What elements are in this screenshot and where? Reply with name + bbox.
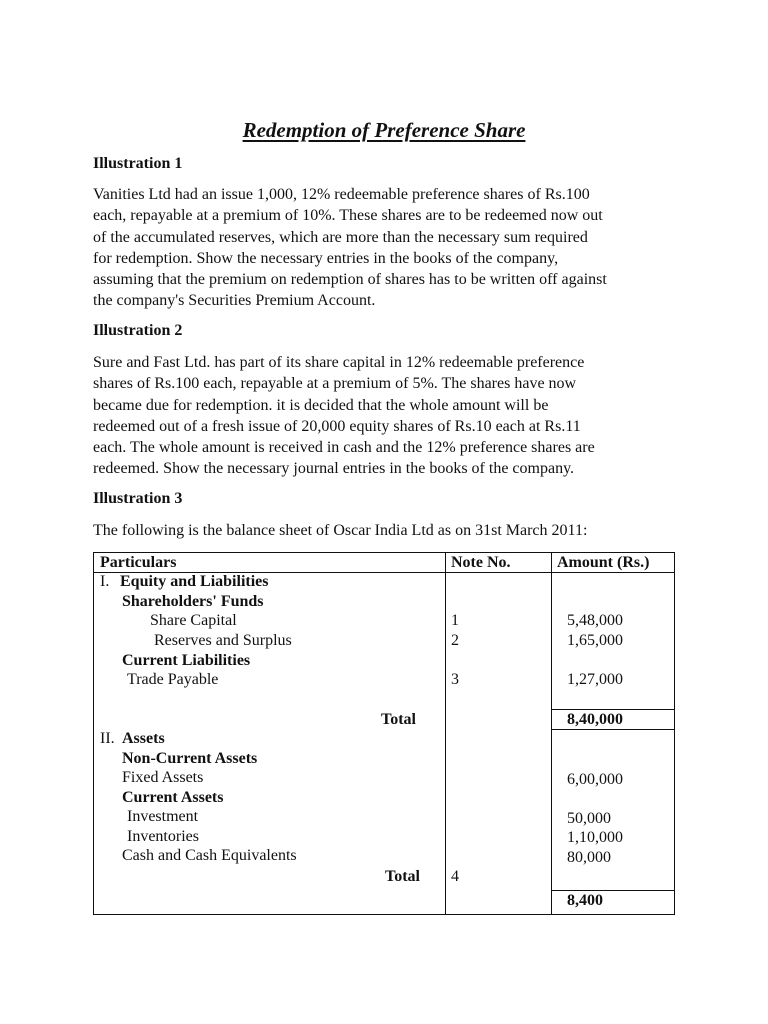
row-note: 1 <box>451 612 459 629</box>
row-label: Reserves and Surplus <box>154 632 292 649</box>
total-label: Total <box>381 711 416 728</box>
illustration-2-heading: Illustration 2 <box>93 322 183 339</box>
text-line: redeemed. Show the necessary journal entries in the books of the company. <box>93 460 575 478</box>
total-amount: 8,40,000 <box>567 711 623 728</box>
row-label: Share Capital <box>150 612 237 629</box>
row-note: 3 <box>451 671 459 688</box>
row-label: Shareholders' Funds <box>122 593 264 610</box>
text-line: the company's Securities Premium Account. <box>93 292 376 310</box>
row-label: Current Liabilities <box>122 652 251 669</box>
row-label: Trade Payable <box>127 671 219 688</box>
header-particulars: Particulars <box>100 554 177 571</box>
total-label: Total <box>385 868 420 885</box>
row-label: Investment <box>127 808 199 825</box>
illustration-3-text <box>93 520 683 541</box>
header-amount: Amount (Rs.) <box>557 554 650 571</box>
row-label: Inventories <box>127 828 199 845</box>
illustration-3-heading: Illustration 3 <box>93 490 183 507</box>
row-label: Equity and Liabilities <box>120 573 269 590</box>
row-label: Assets <box>122 730 165 747</box>
row-label: Fixed Assets <box>122 769 204 786</box>
text-line: shares of Rs.100 each, repayable at a premium of 5%. The shares have now <box>93 375 577 393</box>
row-note: 4 <box>451 868 459 885</box>
text-line: of the accumulated reserves, which are more than the necessary sum required <box>93 228 588 246</box>
text-line: for redemption. Show the necessary entries in the books of the company, <box>93 249 559 267</box>
text-line: each. The whole amount is received in cash and the 12% preference shares are <box>93 439 595 457</box>
row-amount: 5,48,000 <box>567 612 623 629</box>
balance-sheet-table <box>93 552 675 915</box>
column-divider <box>551 553 552 914</box>
illustration-1-heading: Illustration 1 <box>93 155 183 172</box>
row-amount: 1,65,000 <box>567 632 623 649</box>
row-amount: 6,00,000 <box>567 771 623 788</box>
row-amount: 50,000 <box>567 810 611 827</box>
row-amount: 80,000 <box>567 849 611 866</box>
text-line: The following is the balance sheet of Oscar India Ltd as on 31st March 2011: <box>93 522 588 539</box>
illustration-1-text <box>93 184 683 312</box>
text-line: became due for redemption. it is decided that the whole amount will be <box>93 396 549 414</box>
header-note-no: Note No. <box>451 554 511 571</box>
total-rule <box>551 729 674 730</box>
page-title: Redemption of Preference Share <box>242 118 526 142</box>
text-line: assuming that the premium on redemption of shares has to be written off against <box>93 271 607 289</box>
row-amount: 1,27,000 <box>567 671 623 688</box>
total-amount: 8,400 <box>567 892 603 909</box>
section-number: I. <box>100 573 110 590</box>
section-number: II. <box>100 730 115 747</box>
row-label: Current Assets <box>122 789 224 806</box>
text-line: redeemed out of a fresh issue of 20,000 equity shares of Rs.10 each at Rs.11 <box>93 417 581 435</box>
column-divider <box>445 553 446 914</box>
row-note: 2 <box>451 632 459 649</box>
text-line: Vanities Ltd had an issue 1,000, 12% redeemable preference shares of Rs.100 <box>93 186 590 203</box>
text-line: each, repayable at a premium of 10%. These shares are to be redeemed now out <box>93 207 603 225</box>
row-label: Non-Current Assets <box>122 750 258 767</box>
row-label: Cash and Cash Equivalents <box>122 847 297 864</box>
illustration-2-text <box>93 352 683 480</box>
row-amount: 1,10,000 <box>567 829 623 846</box>
text-line: Sure and Fast Ltd. has part of its share capital in 12% redeemable preference <box>93 354 585 371</box>
